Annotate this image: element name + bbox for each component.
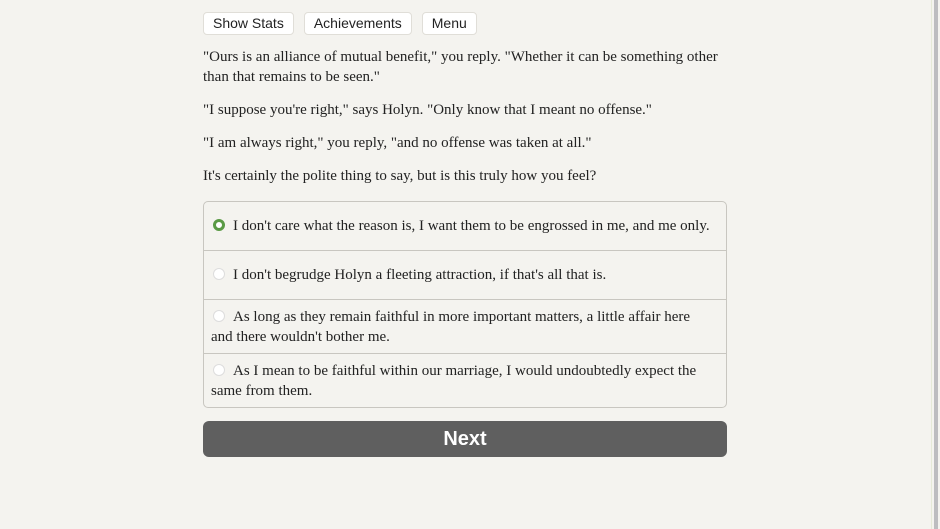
choice-label: I don't begrudge Holyn a fleeting attraction, if that's all that is. [233, 267, 607, 283]
toolbar [203, 12, 477, 35]
next-button[interactable]: Next [203, 421, 727, 457]
story-paragraph: "Ours is an alliance of mutual benefit," you reply. "Whether it can be something other than that remains to be seen." [203, 49, 718, 85]
choice-option[interactable] [204, 353, 726, 407]
story-paragraph: "I suppose you're right," says Holyn. "Only know that I meant no offense." [203, 102, 652, 118]
scrollbar[interactable] [934, 0, 938, 529]
choice-label: As I mean to be faithful within our marriage, I would undoubtedly expect the same from them. [211, 362, 697, 399]
story-paragraph: It's certainly the polite thing to say, but is this truly how you feel? [203, 168, 597, 184]
choice-option[interactable] [204, 299, 726, 353]
achievements-button[interactable]: Achievements [304, 12, 412, 35]
choice-list [203, 201, 727, 408]
scrollbar-track [931, 0, 932, 529]
radio-selected-icon[interactable] [213, 219, 225, 231]
choice-label: As long as they remain faithful in more important matters, a little affair here and there wouldn't bother me. [211, 308, 691, 345]
choice-option[interactable] [204, 250, 726, 299]
choice-label: I don't care what the reason is, I want them to be engrossed in me, and me only. [233, 218, 710, 234]
radio-icon[interactable] [213, 268, 225, 280]
radio-icon[interactable] [213, 364, 225, 376]
show-stats-button[interactable]: Show Stats [203, 12, 294, 35]
menu-button[interactable]: Menu [422, 12, 477, 35]
choice-option[interactable] [204, 202, 726, 250]
story-paragraph: "I am always right," you reply, "and no offense was taken at all." [203, 135, 592, 151]
radio-icon[interactable] [213, 310, 225, 322]
